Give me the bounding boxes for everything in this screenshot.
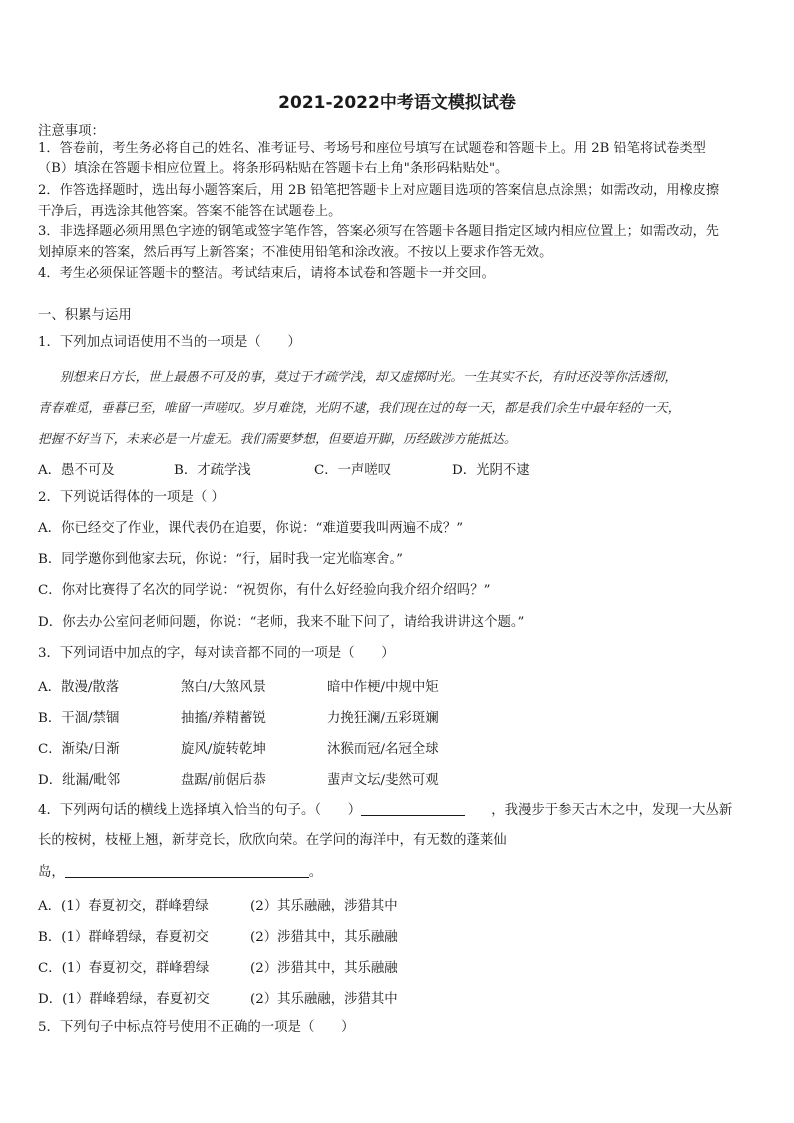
question-1-stem: 1．下列加点词语使用不当的一项是（ ） [38,335,301,350]
notice-line: 1．答卷前，考生务必将自己的姓名、准考证号、考场号和座位号填写在试题卷和答题卡上。用 2B 铅笔将试卷类型 [38,141,706,156]
option-d-word-2: 盘踞/前倨后恭 [181,773,266,788]
page-title: 2021-2022中考语文模拟试卷 [278,93,516,113]
option-b[interactable]: B．(1）群峰碧绿，春夏初交 [38,930,209,945]
option-a-word-3: 暗中作梗/中规中矩 [327,680,439,695]
question-4-row [38,895,758,913]
question-4-row [38,988,758,1006]
option-c-part-2: (2）涉猎其中，其乐融融 [250,961,398,976]
answer-blank-1[interactable] [361,801,465,816]
notice-line: 干净后，再选涂其他答案。答案不能答在试题卷上。 [38,204,342,219]
option-c[interactable]: C．渐染/日渐 [38,742,120,757]
option-c[interactable]: C．(1）春夏初交，群峰碧绿 [38,961,210,976]
option-d[interactable]: D．光阴不逮 [452,463,530,478]
option-b-word-2: 抽搐/养精蓄锐 [181,711,266,726]
option-c[interactable]: C．一声嗟叹 [314,463,392,478]
question-1-options [38,459,758,477]
option-b-part-2: (2）涉猎其中，其乐融融 [250,930,398,945]
option-a[interactable]: A．愚不可及 [38,463,115,478]
option-d[interactable]: D．纰漏/毗邻 [38,773,121,788]
notice-line: 2．作答选择题时，选出每小题答案后，用 2B 铅笔把答题卡上对应题目选项的答案信息点涂黑；如需改动，用橡皮擦 [38,183,720,198]
option-a[interactable]: A．你已经交了作业，课代表仍在追要，你说：“难道要我叫两遍不成？” [38,521,464,536]
stem-text: 4．下列两句话的横线上选择填入恰当的句子。（ ） [38,803,362,818]
passage-line: 别想来日方长，世上最愚不可及的事，莫过于才疏学浅，却又虚掷时光。一生其实不长，有时还没等你活透彻， [60,369,678,384]
option-c[interactable]: C．你对比赛得了名次的同学说：“祝贺你，有什么好经验向我介绍介绍吗？” [38,583,491,598]
option-d-part-2: (2）其乐融融，涉猎其中 [250,992,398,1007]
question-3-stem: 3．下列词语中加点的字，每对读音都不同的一项是（ ） [38,646,395,661]
option-a-part-2: (2）其乐融融，涉猎其中 [250,899,398,914]
notice-heading: 注意事项： [38,124,105,139]
answer-blank-2[interactable] [65,863,309,878]
passage-line: 青春难觅，垂暮已至，唯留一声嗟叹。岁月难饶，光阴不逮，我们现在过的每一天，都是我们余生中最年轻的一天， [38,400,681,415]
stem-text: ，我漫步于参天古木之中，发现一大丛新 [491,803,733,818]
question-5-stem: 5．下列句子中标点符号使用不正确的一项是（ ） [38,1020,355,1035]
option-a[interactable]: A．(1）春夏初交，群峰碧绿 [38,899,209,914]
option-d[interactable]: D．你去办公室问老师问题，你说：“老师，我来不耻下问了，请给我讲讲这个题。” [38,615,525,630]
option-d-word-3: 蜚声文坛/斐然可观 [327,773,439,788]
notice-line: 4．考生必须保证答题卡的整洁。考试结束后，请将本试卷和答题卡一并交回。 [38,266,495,281]
question-4-stem-cont: 长的桉树，枝桠上翘，新芽竞长，欣欣向荣。在学问的海洋中，有无数的蓬莱仙 [38,833,507,848]
question-4-stem-cont [38,863,322,882]
option-b[interactable]: B．才疏学浅 [174,463,251,478]
question-2-stem: 2．下列说话得体的一项是（ ） [38,490,225,505]
option-c-word-3: 沐猴而冠/名冠全球 [327,742,439,757]
question-4-row [38,957,758,975]
passage-line: 把握不好当下，未来必是一片虚无。我们需要梦想，但要追开脚，历经跋涉方能抵达。 [38,431,517,446]
option-b-word-3: 力挽狂澜/五彩斑斓 [327,711,439,726]
question-4-row [38,926,758,944]
stem-text: 岛， [38,865,65,880]
notice-line: 划掉原来的答案，然后再写上新答案；不准使用铅笔和涂改液。不按以上要求作答无效。 [38,245,553,260]
question-3-row [38,676,758,694]
question-3-row [38,707,758,725]
notice-line: 3．非选择题必须用黑色字迹的钢笔或签字笔作答，答案必须写在答题卡各题目指定区域内相应位置上；如需改动，先 [38,224,719,239]
option-a-word-2: 煞白/大煞风景 [181,680,266,695]
option-b[interactable]: B．干涸/禁锢 [38,711,120,726]
section-heading: 一、积累与运用 [38,308,132,323]
option-d[interactable]: D．(1）群峰碧绿，春夏初交 [38,992,210,1007]
question-3-row [38,738,758,756]
option-b[interactable]: B．同学邀你到他家去玩，你说：“行，届时我一定光临寒舍。” [38,552,403,567]
option-a[interactable]: A．散漫/散落 [38,680,120,695]
question-4-stem [38,801,732,820]
stem-text: 。 [308,865,323,880]
option-c-word-2: 旋风/旋转乾坤 [181,742,266,757]
notice-line: （B）填涂在答题卡相应位置上。将条形码粘贴在答题卡右上角"条形码粘贴处"。 [38,161,509,176]
question-3-row [38,769,758,787]
